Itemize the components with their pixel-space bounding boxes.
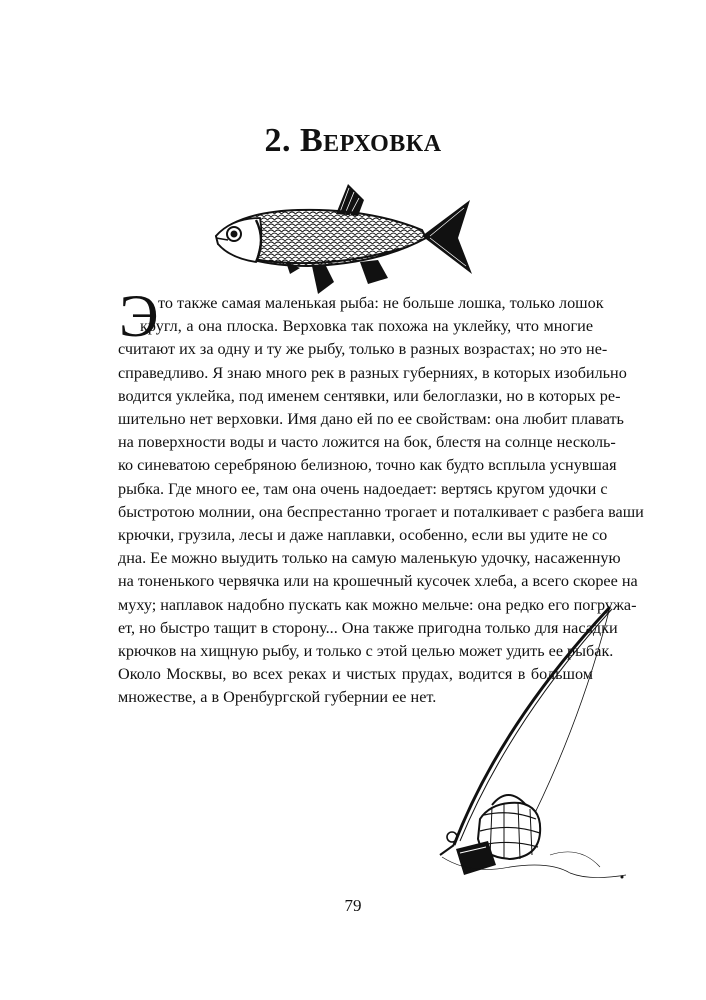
text-line: на тоненького червячка или на крошечный кусочек хлеба, а всего скорее на <box>118 572 638 591</box>
text-line: быстротою молнии, она беспрестанно трогает и поталкивает с разбега ваши <box>118 502 644 521</box>
text-line: справедливо. Я знаю много рек в разных губерниях, в которых изобильно <box>118 363 627 382</box>
text-line: рыбка. Где много ее, там она очень надоедает: вертясь кругом удочки с <box>118 479 608 498</box>
text-line: шительно нет верховки. Имя дано ей по ее свойствам: она любит плавать <box>118 410 624 429</box>
text-line: муху; наплавок надобно пускать как можно мельче: она редко его погружа- <box>118 595 637 614</box>
text-line: считают их за одну и ту же рыбу, только в разных возрастах; но это не- <box>118 340 608 359</box>
text-line: то также самая маленькая рыба: не больше лошка, только лошок <box>158 294 604 312</box>
text-line: крючки, грузила, лесы и даже наплавки, особенно, если вы удите не со <box>118 526 608 545</box>
text-line: водится уклейка, под именем сентявки, или белоглазки, но в которых ре- <box>118 386 621 405</box>
text-line: крючков на хищную рыбу, и только с этой целью может удить ее рыбак. <box>118 642 614 661</box>
chapter-title: 2. Верховка <box>264 122 442 159</box>
fishing-rod-illustration <box>430 605 630 895</box>
text-line: дна. Ее можно выудить только на самую маленькую удочку, насаженную <box>118 549 621 568</box>
page-number: 79 <box>344 896 362 915</box>
fish-illustration <box>208 178 480 302</box>
drop-cap: Э <box>119 283 159 349</box>
text-line: на поверхности воды и часто ложится на бок, блестя на солнце несколь- <box>118 433 616 452</box>
text-line: Около Москвы, во всех реках и чистых прудах, водится в большом <box>118 665 593 684</box>
text-line: ет, но быстро тащит в сторону... Она также пригодна только для насадки <box>118 618 618 637</box>
text-line: кругл, а она плоска. Верховка так похожа на уклейку, что многие <box>140 317 593 336</box>
text-line: ко синеватою серебряною белизною, точно как будто всплыла уснувшая <box>118 456 617 475</box>
text-line: множестве, а в Оренбургской губернии ее нет. <box>118 688 437 707</box>
